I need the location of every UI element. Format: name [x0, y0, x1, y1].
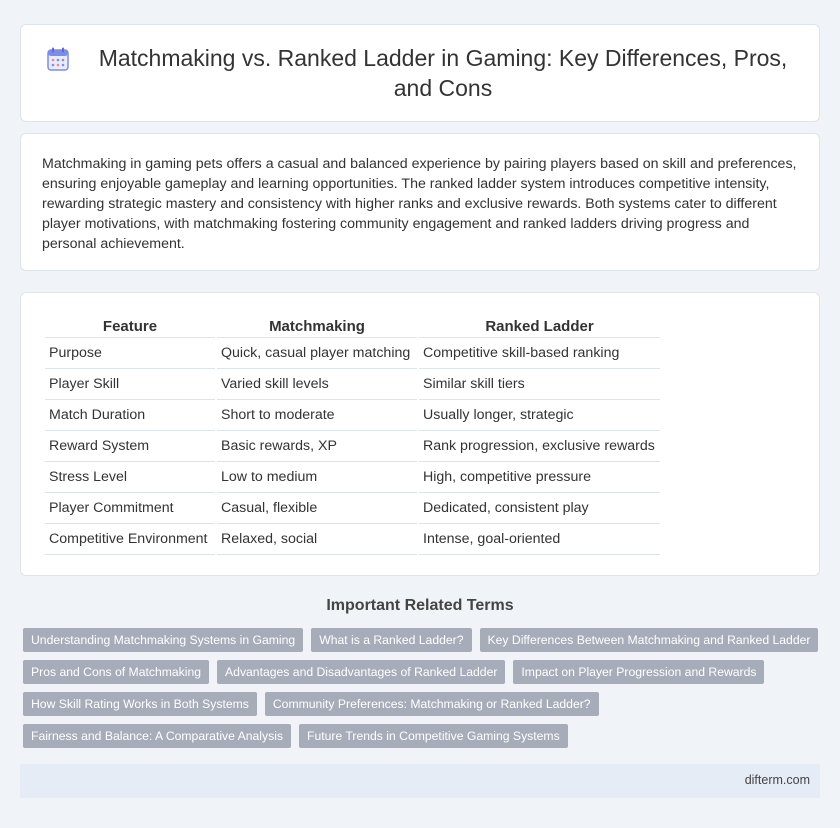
table-cell: Player Commitment: [45, 493, 215, 524]
table-row: [45, 431, 660, 462]
intro-paragraph: Matchmaking in gaming pets offers a casual and balanced experience by pairing players based on skill and preferences, ensuring enjoyable gameplay and learning opportunities. The ranked ladder system introduces competitive intensity, rewarding strategic mastery and consistency with higher ranks and exclusive rewards. Both systems cater to different player motivations, with matchmaking fostering community engagement and ranked ladders driving progress and personal achievement.: [42, 156, 797, 252]
table-cell: Intense, goal-oriented: [419, 524, 660, 555]
intro-card: [20, 133, 820, 271]
related-term-tag[interactable]: How Skill Rating Works in Both Systems: [23, 692, 257, 716]
related-term-tag[interactable]: Pros and Cons of Matchmaking: [23, 660, 209, 684]
table-cell: Reward System: [45, 431, 215, 462]
table-cell: Stress Level: [45, 462, 215, 493]
related-term-tag[interactable]: Key Differences Between Matchmaking and Ranked Ladder: [480, 628, 819, 652]
table-cell: Basic rewards, XP: [217, 431, 417, 462]
table-cell: Similar skill tiers: [419, 369, 660, 400]
related-term-tag[interactable]: Future Trends in Competitive Gaming Systems: [299, 724, 568, 748]
related-term-tag[interactable]: What is a Ranked Ladder?: [311, 628, 471, 652]
footer: [20, 764, 820, 798]
table-row: [45, 400, 660, 431]
related-term-tag[interactable]: Fairness and Balance: A Comparative Analysis: [23, 724, 291, 748]
footer-brand[interactable]: difterm.com: [744, 773, 810, 787]
page-title: Matchmaking vs. Ranked Ladder in Gaming: Key Differences, Pros, and Cons: [98, 45, 788, 101]
related-term-tag[interactable]: Community Preferences: Matchmaking or Ranked Ladder?: [265, 692, 599, 716]
table-cell: Competitive Environment: [45, 524, 215, 555]
table-cell: Player Skill: [45, 369, 215, 400]
table-cell: Purpose: [45, 338, 215, 369]
table-cell: Short to moderate: [217, 400, 417, 431]
table-cell: Usually longer, strategic: [419, 400, 660, 431]
table-cell: Casual, flexible: [217, 493, 417, 524]
table-cell: Low to medium: [217, 462, 417, 493]
related-terms-list: [23, 628, 813, 756]
calendar-icon: [47, 47, 69, 71]
title-card: [20, 24, 820, 122]
table-cell: Rank progression, exclusive rewards: [419, 431, 660, 462]
table-row: [45, 493, 660, 524]
table-row: [45, 524, 660, 555]
table-cell: Varied skill levels: [217, 369, 417, 400]
header-feature: Feature: [45, 316, 215, 338]
table-cell: Match Duration: [45, 400, 215, 431]
table-cell: Relaxed, social: [217, 524, 417, 555]
table-cell: High, competitive pressure: [419, 462, 660, 493]
comparison-card: [20, 292, 820, 576]
table-row: [45, 369, 660, 400]
related-term-tag[interactable]: Understanding Matchmaking Systems in Gaming: [23, 628, 303, 652]
table-cell: Dedicated, consistent play: [419, 493, 660, 524]
comparison-table: [43, 316, 662, 555]
related-term-tag[interactable]: Advantages and Disadvantages of Ranked Ladder: [217, 660, 505, 684]
header-matchmaking: Matchmaking: [217, 316, 417, 338]
table-row: [45, 462, 660, 493]
table-cell: Competitive skill-based ranking: [419, 338, 660, 369]
header-ranked-ladder: Ranked Ladder: [419, 316, 660, 338]
table-row: [45, 338, 660, 369]
related-terms-heading: Important Related Terms: [326, 597, 514, 614]
table-cell: Quick, casual player matching: [217, 338, 417, 369]
related-term-tag[interactable]: Impact on Player Progression and Rewards: [513, 660, 764, 684]
table-header-row: [45, 316, 660, 338]
